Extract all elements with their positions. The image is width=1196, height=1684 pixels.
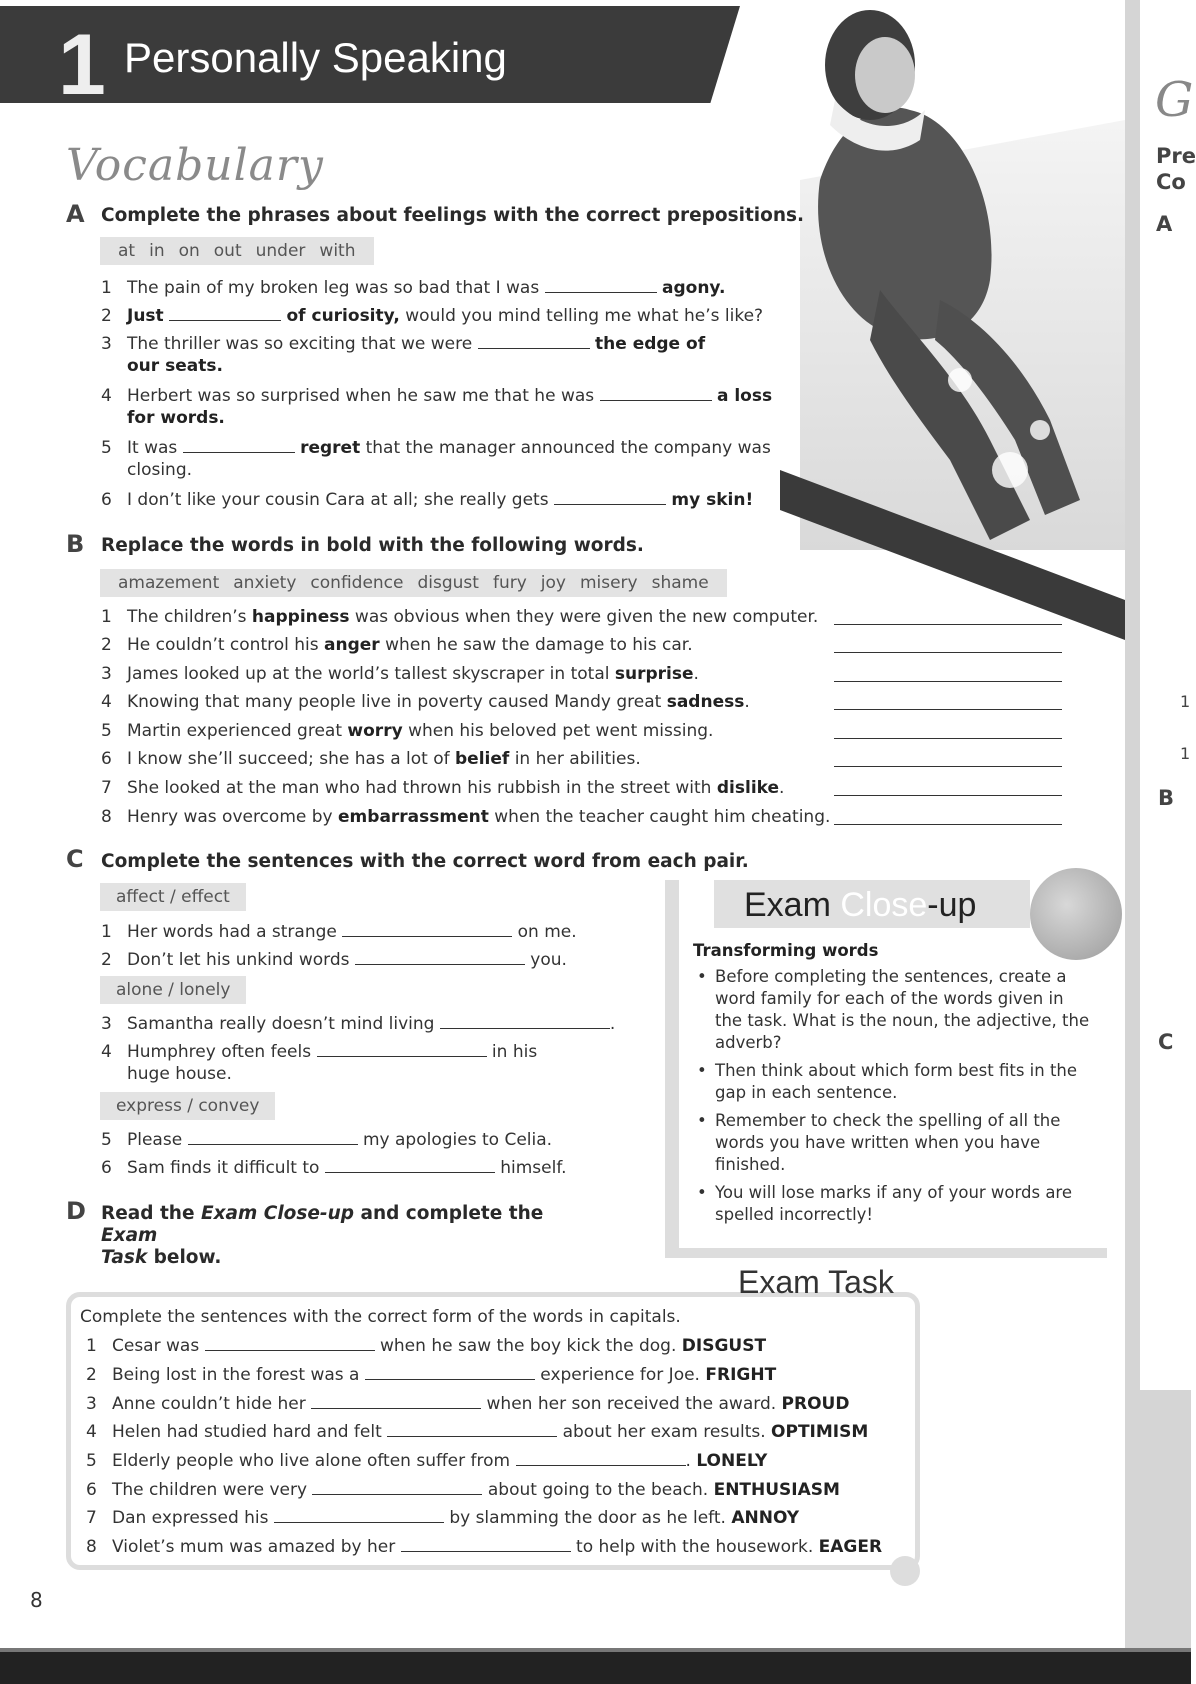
right-page-letter: B xyxy=(1158,786,1175,810)
answer-blank[interactable] xyxy=(274,1508,444,1523)
right-page-text: 1 xyxy=(1180,692,1191,711)
section-a-item-cont: for words. xyxy=(127,408,225,428)
answer-line[interactable] xyxy=(834,794,1062,796)
word-pair-box: express / convey xyxy=(100,1092,275,1120)
magnifier-icon xyxy=(1030,868,1122,960)
exam-task-item: 1 Cesar was when he saw the boy kick the dog. DISGUST xyxy=(86,1336,767,1356)
word-option: misery xyxy=(579,573,638,593)
section-c-letter: C xyxy=(66,845,84,873)
answer-line[interactable] xyxy=(834,737,1062,739)
right-page-letter: C xyxy=(1158,1030,1174,1054)
answer-blank[interactable] xyxy=(312,1480,482,1495)
snowboarder-photo xyxy=(760,0,1125,550)
answer-blank[interactable] xyxy=(554,490,666,505)
section-a-item: 1 The pain of my broken leg was so bad that I was agony. xyxy=(101,278,726,298)
unit-number: 1 xyxy=(58,17,102,113)
answer-blank[interactable] xyxy=(600,386,712,401)
section-c-item: 5 Please my apologies to Celia. xyxy=(101,1130,553,1150)
word-option: under xyxy=(255,241,306,261)
answer-blank[interactable] xyxy=(545,278,657,293)
section-c-item-cont: huge house. xyxy=(127,1064,232,1084)
word-option: out xyxy=(213,241,242,261)
section-a-item: 3 The thriller was so exciting that we were the edge of xyxy=(101,334,706,354)
exam-closeup-title: Exam Close-up xyxy=(744,886,977,924)
right-page-text: Pre xyxy=(1156,144,1196,168)
answer-blank[interactable] xyxy=(401,1537,571,1552)
answer-blank[interactable] xyxy=(440,1014,610,1029)
section-b-instruction: Replace the words in bold with the following words. xyxy=(101,535,644,556)
answer-blank[interactable] xyxy=(317,1042,487,1057)
exam-task-decor-dot xyxy=(890,1556,920,1586)
answer-line[interactable] xyxy=(834,623,1062,625)
section-b-item: 8 Henry was overcome by embarrassment when the teacher caught him cheating. xyxy=(101,807,831,827)
answer-line[interactable] xyxy=(834,708,1062,710)
tip-item: • You will lose marks if any of your words are spelled incorrectly! xyxy=(693,1182,1093,1226)
answer-blank[interactable] xyxy=(205,1336,375,1351)
exam-task-item: 4 Helen had studied hard and felt about her exam results. OPTIMISM xyxy=(86,1422,869,1442)
word-pair-box: affect / effect xyxy=(100,883,246,911)
word-option: disgust xyxy=(417,573,479,593)
section-a-item: 6 I don’t like your cousin Cara at all; she really gets my skin! xyxy=(101,490,754,510)
section-b-item: 2 He couldn’t control his anger when he saw the damage to his car. xyxy=(101,635,693,655)
tip-item: • Then think about which form best fits in the gap in each sentence. xyxy=(693,1060,1093,1104)
answer-line[interactable] xyxy=(834,823,1062,825)
answer-blank[interactable] xyxy=(478,334,590,349)
exam-task-instruction: Complete the sentences with the correct form of the words in capitals. xyxy=(80,1307,681,1327)
section-a-instruction: Complete the phrases about feelings with the correct prepositions. xyxy=(101,205,805,226)
section-c-instruction: Complete the sentences with the correct word from each pair. xyxy=(101,851,749,872)
section-c-item: 3 Samantha really doesn’t mind living . xyxy=(101,1014,616,1034)
answer-line[interactable] xyxy=(834,680,1062,682)
answer-line[interactable] xyxy=(834,651,1062,653)
answer-blank[interactable] xyxy=(188,1130,358,1145)
word-option: shame xyxy=(651,573,709,593)
word-option: joy xyxy=(540,573,566,593)
answer-blank[interactable] xyxy=(365,1365,535,1380)
section-b-item: 7 She looked at the man who had thrown his rubbish in the street with dislike. xyxy=(101,778,785,798)
word-option: confidence xyxy=(310,573,404,593)
answer-blank[interactable] xyxy=(355,950,525,965)
section-c-item: 1 Her words had a strange on me. xyxy=(101,922,577,942)
right-page-letter: A xyxy=(1156,212,1173,236)
word-pair-box: alone / lonely xyxy=(100,976,246,1004)
section-b-item: 4 Knowing that many people live in poverty caused Mandy great sadness. xyxy=(101,692,750,712)
scan-bottom-bar xyxy=(0,1652,1191,1684)
word-option: with xyxy=(319,241,356,261)
section-b-wordbox xyxy=(100,569,727,597)
section-d-letter: D xyxy=(66,1197,86,1225)
word-option: at xyxy=(118,241,136,261)
word-option: anxiety xyxy=(233,573,297,593)
section-b-letter: B xyxy=(66,530,85,558)
answer-blank[interactable] xyxy=(183,438,295,453)
section-b-item: 3 James looked up at the world’s tallest skyscraper in total surprise. xyxy=(101,664,699,684)
tip-item: • Remember to check the spelling of all the words you have written when you have finished. xyxy=(693,1110,1093,1176)
section-a-item-cont: closing. xyxy=(127,460,193,480)
answer-blank[interactable] xyxy=(387,1422,557,1437)
exam-task-item: 6 The children were very about going to the beach. ENTHUSIASM xyxy=(86,1480,840,1500)
section-a-wordbox xyxy=(100,237,374,265)
section-a-item: 2 Just of curiosity, would you mind telling me what he’s like? xyxy=(101,306,764,326)
exam-closeup-tips xyxy=(693,966,1093,1232)
page-number: 8 xyxy=(30,1588,43,1612)
word-option: fury xyxy=(492,573,527,593)
exam-task-item: 2 Being lost in the forest was a experience for Joe. FRIGHT xyxy=(86,1365,777,1385)
exam-task-item: 5 Elderly people who live alone often suffer from . LONELY xyxy=(86,1451,768,1471)
right-page-text: Co xyxy=(1156,170,1186,194)
right-page-heading-fragment: G xyxy=(1155,72,1194,128)
exam-task-item: 3 Anne couldn’t hide her when her son received the award. PROUD xyxy=(86,1394,850,1414)
answer-blank[interactable] xyxy=(325,1158,495,1173)
section-c-item: 2 Don’t let his unkind words you. xyxy=(101,950,567,970)
exam-task-item: 8 Violet’s mum was amazed by her to help with the housework. EAGER xyxy=(86,1537,883,1557)
section-b-item: 1 The children’s happiness was obvious when they were given the new computer. xyxy=(101,607,819,627)
answer-blank[interactable] xyxy=(342,922,512,937)
word-option: in xyxy=(149,241,165,261)
tip-item: • Before completing the sentences, create a word family for each of the words given in the task. What is the noun, the adjective, the adverb? xyxy=(693,966,1093,1054)
section-a-item: 5 It was regret that the manager announced the company was xyxy=(101,438,771,458)
section-a-item-cont: our seats. xyxy=(127,356,223,376)
answer-line[interactable] xyxy=(834,765,1062,767)
word-option: on xyxy=(178,241,200,261)
right-page-text: 1 xyxy=(1180,744,1191,763)
word-option: amazement xyxy=(118,573,220,593)
answer-blank[interactable] xyxy=(169,306,281,321)
section-c-item: 6 Sam finds it difficult to himself. xyxy=(101,1158,567,1178)
exam-task-title: Exam Task xyxy=(738,1264,894,1300)
unit-title: Personally Speaking xyxy=(124,34,507,81)
section-a-item: 4 Herbert was so surprised when he saw me that he was a loss xyxy=(101,386,773,406)
section-a-letter: A xyxy=(66,200,85,228)
vocabulary-heading: Vocabulary xyxy=(66,140,324,191)
section-c-item: 4 Humphrey often feels in his xyxy=(101,1042,538,1062)
answer-blank[interactable] xyxy=(516,1451,686,1466)
answer-blank[interactable] xyxy=(311,1394,481,1409)
section-d-instruction: Read the Exam Close-up and complete the Exam Task below. xyxy=(101,1203,544,1268)
exam-closeup-subtitle: Transforming words xyxy=(693,941,879,960)
section-b-item: 6 I know she’ll succeed; she has a lot of belief in her abilities. xyxy=(101,749,641,769)
section-b-item: 5 Martin experienced great worry when his beloved pet went missing. xyxy=(101,721,714,741)
exam-task-item: 7 Dan expressed his by slamming the door as he left. ANNOY xyxy=(86,1508,800,1528)
